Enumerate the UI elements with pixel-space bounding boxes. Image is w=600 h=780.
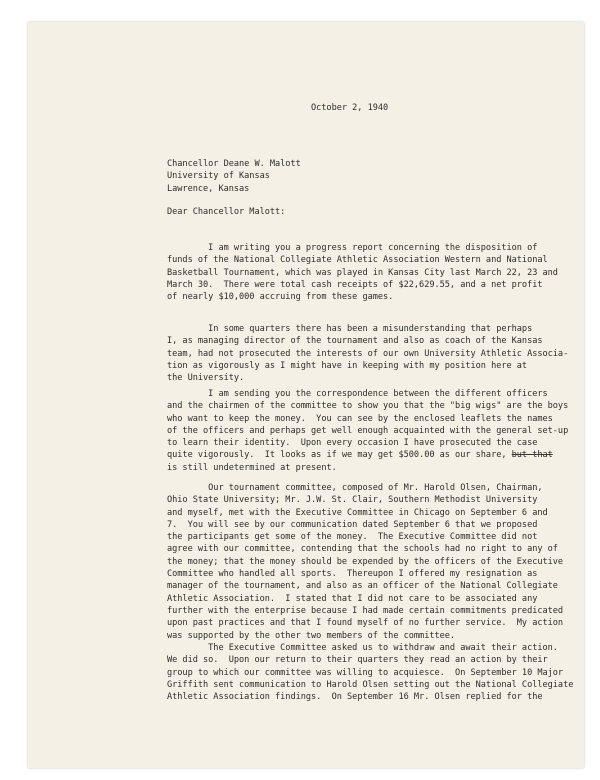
recipient-institution: University of Kansas (167, 171, 270, 182)
paragraph-line: Ohio State University; Mr. J.W. St. Clair, Southern Methodist University (167, 495, 538, 506)
paragraph-line: Griffith sent communication to Harold Olsen setting out the National Collegiate (167, 679, 574, 690)
paragraph-line: of nearly $10,000 accruing from these games. (167, 292, 394, 303)
paragraph-line: the University. (167, 373, 245, 384)
paragraph-line: upon past practices and that I found myself of no further service. My action (167, 618, 564, 629)
paragraph-line: Committee who handled all sports. Thereupon I offered my resignation as (167, 569, 538, 580)
paragraph-line: further with the enterprise because I had made certain commitments predicated (167, 605, 564, 616)
paragraph-line: the participants get some of the money. The Executive Committee did not (167, 532, 538, 543)
paragraph-line: We did so. Upon our return to their quarters they read an action by their (167, 655, 548, 666)
paragraph-line: is still undetermined at present. (167, 462, 337, 473)
line-text-before: quite vigorously. It looks as if we may get $500.00 as our share, (167, 450, 512, 461)
paragraph-line: and the chairmen of the committee to show you that the "big wigs" are the boys (167, 401, 569, 412)
salutation (167, 206, 285, 218)
paragraph-line-with-strikeout (167, 449, 568, 461)
recipient-name: Chancellor Deane W. Malott (167, 159, 301, 169)
paragraph-line: The Executive Committee asked us to withdraw and await their action. (167, 643, 558, 653)
paragraph-line: I, as managing director of the tournament and also as coach of the Kansas (167, 336, 543, 347)
paragraph-line: In some quarters there has been a misunderstanding that perhaps (167, 324, 533, 334)
salutation-text: Dear Chancellor Malott: (167, 207, 286, 217)
paragraph-line: Basketball Tournament, which was played in Kansas City last March 22, 23 and (167, 267, 558, 278)
paragraph-line: to learn their identity. Upon every occasion I have prosecuted the case (167, 438, 538, 449)
struck-out-text: but that (511, 450, 553, 461)
paragraph-line: and myself, met with the Executive Committee in Chicago on September 6 and (167, 507, 548, 518)
paragraph-4 (167, 482, 563, 642)
paragraph-line: manager of the tournament, and also as an officer of the National Collegiate (167, 581, 558, 592)
paragraph-line: group to which our committee was willing to acquiesce. On September 10 Major (167, 667, 564, 678)
paragraph-line: Athletic Association findings. On September 16 Mr. Olsen replied for the (167, 692, 543, 703)
recipient-address (167, 158, 301, 195)
paragraph-3 (167, 388, 568, 474)
paragraph-line: team, had not prosecuted the interests of our own University Athletic Associa- (167, 348, 569, 359)
recipient-location: Lawrence, Kansas (167, 183, 250, 194)
paragraph-line: I am writing you a progress report concerning the disposition of (167, 243, 538, 253)
paragraph-line: funds of the National Collegiate Athletic Association Western and National (167, 255, 548, 266)
paragraph-line: who want to keep the money. You can see by the enclosed leaflets the names (167, 413, 553, 424)
paragraph-line: Our tournament committee, composed of Mr. Harold Olsen, Chairman, (167, 483, 543, 493)
letter-date (311, 102, 388, 114)
paragraph-line: March 30. There were total cash receipts of $22,629.55, and a net profit (167, 279, 543, 290)
paragraph-line: I am sending you the correspondence between the different officers (167, 389, 548, 399)
letter-page (28, 22, 584, 768)
paragraph-line: was supported by the other two members of the committee. (167, 630, 456, 641)
paragraph-line: of the officers and perhaps get well enough acquainted with the general set-up (167, 425, 569, 436)
paragraph-1 (167, 242, 558, 303)
paragraph-line: Athletic Association. I stated that I did not care to be associated any (167, 593, 538, 604)
paragraph-line: tion as vigorously as I might have in keeping with my position here at (167, 360, 528, 371)
paragraph-2 (167, 323, 568, 384)
paragraph-5 (167, 642, 573, 703)
paragraph-line: the money; that the money should be expended by the officers of the Executive (167, 556, 564, 567)
date-text: October 2, 1940 (311, 103, 389, 113)
paragraph-line: 7. You will see by our communication dated September 6 that we proposed (167, 519, 538, 530)
paragraph-line: agree with our committee, contending that the schools had no right to any of (167, 544, 558, 555)
